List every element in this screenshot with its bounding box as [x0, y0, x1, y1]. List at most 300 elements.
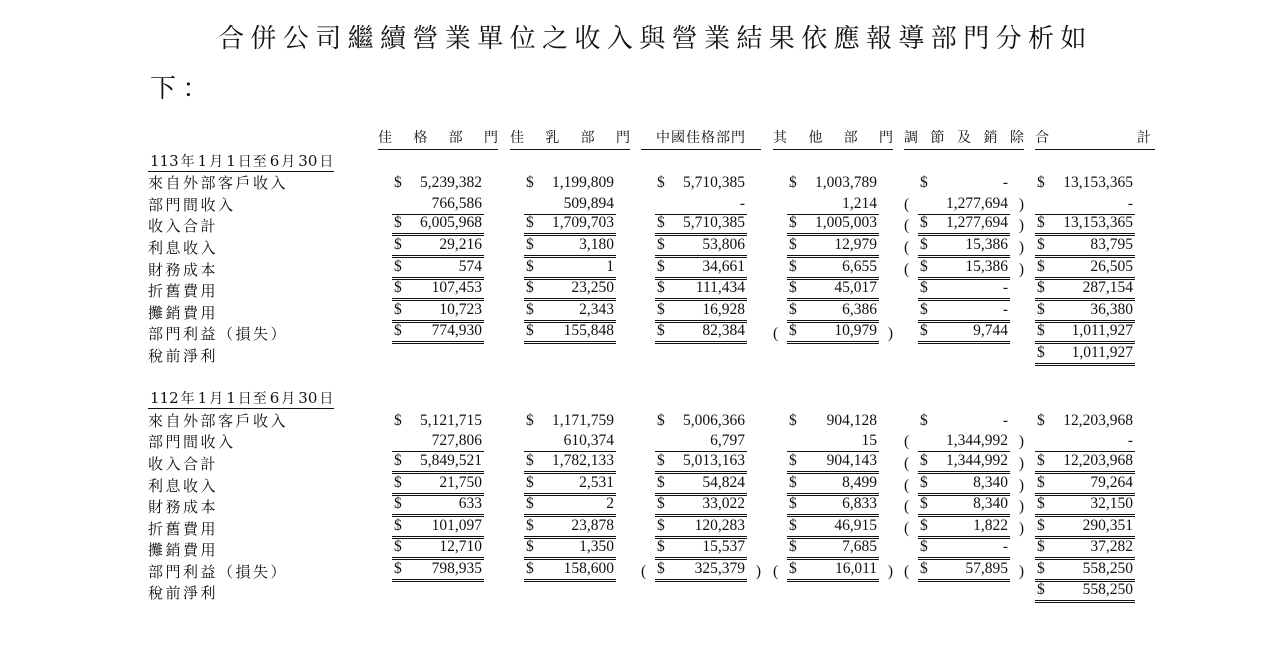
amount-value: 766,586: [431, 194, 482, 212]
value-cell: [904, 215, 1024, 237]
row-label: 折舊費用: [148, 282, 219, 301]
period-part: 日至: [237, 391, 268, 408]
currency-symbol: $: [789, 174, 797, 192]
amount-value: 10,723: [439, 300, 482, 318]
value-cell: [1035, 517, 1155, 539]
column-header-char: 佳: [378, 130, 392, 146]
amount: [510, 302, 630, 323]
column-gap: [630, 474, 641, 496]
amount: [1035, 475, 1155, 496]
value-cell: [378, 344, 498, 366]
value-cell: [904, 301, 1024, 323]
amount-value: 290,351: [1082, 516, 1133, 534]
amount-box: [392, 324, 484, 344]
column-gap: [630, 172, 641, 194]
amount-box: [655, 497, 747, 517]
column-gap: [761, 236, 773, 258]
value-cell: [378, 409, 498, 431]
amount-box: [787, 411, 879, 431]
currency-symbol: $: [1037, 257, 1045, 275]
column-header-cell: [1035, 126, 1155, 150]
row-label: 財務成本: [148, 498, 219, 517]
column-gap: [1024, 582, 1035, 604]
column-gap: [630, 560, 641, 582]
period-part: 30: [298, 389, 318, 408]
column-gap: [893, 215, 904, 237]
amount-box: [1035, 473, 1135, 496]
amount: [1035, 453, 1155, 474]
amount-value: 36,380: [1090, 300, 1133, 318]
period-part: 年: [180, 391, 196, 408]
currency-symbol: $: [920, 174, 928, 192]
column-gap: [893, 452, 904, 474]
column-header-char: 格: [413, 130, 428, 146]
amount: [510, 561, 630, 582]
amount-value: 610,374: [563, 432, 614, 450]
column-gap: [498, 301, 510, 323]
amount: [641, 453, 761, 474]
amount-value: 5,006,366: [683, 411, 745, 429]
amount: [378, 410, 498, 431]
amount: [773, 431, 893, 452]
currency-symbol: $: [394, 300, 402, 318]
value-cell: [773, 539, 893, 561]
amount: [378, 539, 498, 560]
currency-symbol: $: [394, 279, 402, 297]
amount-value: 1: [606, 257, 614, 275]
column-header-char: 計: [1137, 130, 1151, 146]
amount-box: [1035, 451, 1135, 474]
amount-value: 5,710,385: [683, 214, 745, 232]
value-cell: [1035, 323, 1155, 345]
paren-open: (: [904, 562, 910, 580]
currency-symbol: $: [789, 279, 797, 297]
currency-symbol: $: [1037, 322, 1045, 340]
value-cell: [773, 236, 893, 258]
amount: [904, 431, 1024, 452]
amount: [378, 215, 498, 236]
column-gap: [498, 193, 510, 215]
amount-box: [1035, 432, 1135, 452]
column-gap: [893, 517, 904, 539]
value-cell: [904, 452, 1024, 474]
row-label: 來自外部客戶收入: [148, 174, 289, 193]
spacer-cell: [148, 366, 1155, 388]
column-gap: [893, 582, 904, 604]
column-header-char: 中國佳格部門: [656, 130, 746, 146]
amount: [904, 410, 1024, 431]
amount-box: [392, 451, 484, 474]
amount-box: [787, 281, 879, 301]
column-gap: [1024, 215, 1035, 237]
column-gap: [630, 301, 641, 323]
currency-symbol: $: [394, 538, 402, 556]
amount: [510, 518, 630, 539]
amount: [773, 172, 893, 193]
column-header-char: 除: [1010, 130, 1024, 146]
value-cell: [510, 431, 630, 453]
value-cell: [378, 215, 498, 237]
amount: [904, 280, 1024, 301]
amount-box: [787, 540, 879, 560]
amount-value: 158,600: [563, 559, 614, 577]
paren-open: (: [904, 519, 910, 537]
amount: [378, 518, 498, 539]
amount: [904, 323, 1024, 344]
amount-box: [1035, 516, 1135, 539]
amount: [510, 453, 630, 474]
amount-box: [655, 324, 747, 344]
currency-symbol: $: [1037, 174, 1045, 192]
period-part: 1: [226, 151, 236, 170]
value-cell: [641, 582, 761, 604]
value-cell: [641, 258, 761, 280]
paren-open: (: [773, 562, 779, 580]
amount: [773, 302, 893, 323]
currency-symbol: $: [1037, 300, 1045, 318]
amount-box: [655, 235, 747, 258]
currency-symbol: $: [1037, 451, 1045, 469]
value-cell: [1035, 344, 1155, 366]
value-cell: [641, 301, 761, 323]
column-gap: [630, 258, 641, 280]
value-cell: [510, 301, 630, 323]
amount-value: 509,894: [563, 194, 614, 212]
column-gap: [630, 323, 641, 345]
amount: [904, 539, 1024, 560]
amount: [510, 323, 630, 344]
column-gap: [893, 323, 904, 345]
row-label: 部門間收入: [148, 195, 236, 214]
currency-symbol: $: [1037, 473, 1045, 491]
currency-symbol: $: [657, 495, 665, 513]
amount: [378, 172, 498, 193]
amount-box: [787, 257, 879, 280]
currency-symbol: $: [394, 257, 402, 275]
amount-value: 155,848: [563, 322, 614, 340]
amount-box: [524, 540, 616, 560]
value-cell: [641, 323, 761, 345]
value-cell: [378, 431, 498, 453]
amount-value: 82,384: [702, 322, 745, 340]
column-header: [1035, 127, 1155, 150]
column-header-char: 合: [1035, 130, 1049, 146]
currency-symbol: $: [1037, 279, 1045, 297]
amount-value: 7,685: [842, 538, 877, 556]
amount-box: [655, 300, 747, 323]
row-label: 折舊費用: [148, 519, 219, 538]
section-spacer: [148, 366, 1155, 388]
amount: [641, 496, 761, 517]
currency-symbol: $: [789, 473, 797, 491]
currency-symbol: $: [394, 411, 402, 429]
amount-value: 1,003,789: [815, 174, 877, 192]
column-gap: [761, 452, 773, 474]
column-header: [510, 127, 630, 150]
amount: [641, 475, 761, 496]
table-row: [148, 539, 1155, 561]
currency-symbol: $: [1037, 214, 1045, 232]
value-cell: [378, 452, 498, 474]
amount-value: 46,915: [834, 516, 877, 534]
table-row: [148, 344, 1155, 366]
amount-box: [392, 216, 484, 236]
value-cell: [904, 258, 1024, 280]
column-gap: [893, 560, 904, 582]
amount-value: 1,344,992: [946, 432, 1008, 450]
row-label: 財務成本: [148, 260, 219, 279]
amount: [641, 518, 761, 539]
value-cell: [510, 539, 630, 561]
amount-value: 37,282: [1090, 538, 1133, 556]
row-label: 收入合計: [148, 217, 219, 236]
column-gap: [630, 280, 641, 302]
period-part: 6: [269, 389, 280, 408]
amount-box: [918, 195, 1010, 215]
paren-close: ): [1018, 217, 1024, 235]
column-gap: [498, 560, 510, 582]
amount: [1035, 194, 1155, 215]
amount-value: -: [1002, 538, 1008, 556]
currency-symbol: $: [526, 257, 534, 275]
column-gap: [893, 496, 904, 518]
currency-symbol: $: [789, 559, 797, 577]
amount: [1035, 431, 1155, 452]
value-cell: [641, 474, 761, 496]
period-part: 30: [298, 151, 318, 170]
paren-close: ): [887, 562, 893, 580]
column-gap: [498, 431, 510, 453]
amount-value: 23,878: [571, 516, 614, 534]
amount: [378, 194, 498, 215]
column-gap: [630, 215, 641, 237]
amount-box: [1035, 540, 1135, 560]
period-part: 112: [150, 389, 179, 408]
amount: [1035, 561, 1155, 582]
currency-symbol: $: [789, 538, 797, 556]
amount-value: 6,386: [842, 300, 877, 318]
amount-value: 3,180: [579, 235, 614, 253]
column-gap: [893, 193, 904, 215]
column-gap: [498, 323, 510, 345]
column-gap: [498, 539, 510, 561]
value-cell: [510, 323, 630, 345]
amount-box: [524, 497, 616, 517]
column-gap: [1024, 258, 1035, 280]
amount: [773, 453, 893, 474]
amount-box: [392, 411, 484, 431]
column-header-char: 銷: [983, 130, 998, 146]
amount: [510, 539, 630, 560]
column-header-char: 門: [878, 130, 893, 146]
amount-value: 83,795: [1090, 235, 1133, 253]
value-cell: [510, 258, 630, 280]
column-gap: [498, 236, 510, 258]
amount-box: [524, 300, 616, 323]
value-cell: [904, 280, 1024, 302]
row-label: 部門間收入: [148, 433, 236, 452]
amount-value: 120,283: [694, 516, 745, 534]
paren-open: (: [641, 562, 647, 580]
amount: [773, 518, 893, 539]
value-cell: [773, 409, 893, 431]
currency-symbol: $: [920, 451, 928, 469]
value-cell: [1035, 409, 1155, 431]
column-gap: [1024, 474, 1035, 496]
paren-open: (: [904, 433, 910, 451]
amount: [378, 280, 498, 301]
amount-box: [918, 473, 1010, 496]
amount-value: 1,350: [579, 538, 614, 556]
currency-symbol: $: [1037, 581, 1045, 599]
row-label: 稅前淨利: [148, 584, 219, 603]
column-gap: [1024, 496, 1035, 518]
value-cell: [1035, 431, 1155, 453]
value-cell: [773, 431, 893, 453]
currency-symbol: $: [657, 279, 665, 297]
value-cell: [904, 409, 1024, 431]
paren-close: ): [887, 325, 893, 343]
column-gap: [630, 431, 641, 453]
amount-value: -: [1002, 300, 1008, 318]
amount-value: 558,250: [1082, 559, 1133, 577]
amount: [510, 259, 630, 280]
amount: [1035, 410, 1155, 431]
amount-value: 633: [458, 495, 482, 513]
amount-value: 111,434: [695, 279, 745, 297]
amount-box: [524, 516, 616, 539]
column-header-cell: [773, 126, 893, 150]
value-cell: [773, 193, 893, 215]
amount-box: [524, 432, 616, 452]
amount: [904, 561, 1024, 582]
currency-symbol: $: [1037, 343, 1045, 361]
value-cell: [510, 452, 630, 474]
value-cell: [378, 560, 498, 582]
column-gap: [498, 517, 510, 539]
amount-value: 1,822: [973, 516, 1008, 534]
column-header-char: 門: [483, 130, 498, 146]
row-label: 利息收入: [148, 238, 219, 257]
column-header-char: 其: [773, 130, 787, 146]
period-part: 月: [209, 153, 225, 170]
amount: [904, 475, 1024, 496]
currency-symbol: $: [789, 516, 797, 534]
currency-symbol: $: [1037, 559, 1045, 577]
column-gap: [893, 172, 904, 194]
amount-box: [524, 451, 616, 474]
column-gap: [630, 452, 641, 474]
amount-value: 34,661: [702, 257, 745, 275]
amount: [510, 496, 630, 517]
amount-box: [1035, 173, 1135, 193]
value-cell: [641, 409, 761, 431]
value-cell: [773, 172, 893, 194]
amount-box: [524, 173, 616, 193]
value-cell: [510, 172, 630, 194]
amount-box: [787, 324, 879, 344]
amount: [378, 453, 498, 474]
value-cell: [510, 496, 630, 518]
amount: [904, 172, 1024, 193]
amount-value: 1,005,003: [815, 214, 877, 232]
column-header-cell: [510, 126, 630, 150]
period-heading: [148, 389, 334, 409]
value-cell: [1035, 193, 1155, 215]
value-cell: [773, 258, 893, 280]
amount-value: 558,250: [1082, 581, 1133, 599]
amount-value: -: [1002, 411, 1008, 429]
amount: [1035, 237, 1155, 258]
paren-open: (: [904, 238, 910, 256]
value-cell: [1035, 496, 1155, 518]
column-gap: [761, 172, 773, 194]
column-gap: [893, 301, 904, 323]
amount: [378, 323, 498, 344]
amount-box: [655, 173, 747, 193]
amount: [641, 259, 761, 280]
currency-symbol: $: [526, 322, 534, 340]
column-header-char: 調: [904, 130, 918, 146]
amount: [773, 410, 893, 431]
amount: [1035, 302, 1155, 323]
amount-box: [787, 173, 879, 193]
amount: [1035, 345, 1155, 366]
amount-box: [787, 473, 879, 496]
table-row: [148, 280, 1155, 302]
amount: [773, 561, 893, 582]
amount-value: 574: [458, 257, 482, 275]
amount-value: 1,277,694: [946, 214, 1008, 232]
amount-box: [392, 473, 484, 496]
value-cell: [510, 193, 630, 215]
table-row: [148, 193, 1155, 215]
value-cell: [641, 236, 761, 258]
value-cell: [904, 539, 1024, 561]
column-gap: [1024, 431, 1035, 453]
currency-symbol: $: [657, 516, 665, 534]
amount-box: [655, 559, 747, 582]
amount: [641, 323, 761, 344]
column-gap: [1024, 452, 1035, 474]
amount: [510, 172, 630, 193]
amount-value: 16,011: [834, 559, 877, 577]
amount: [1035, 496, 1155, 517]
column-header-char: 佳: [510, 130, 524, 146]
value-cell: [773, 301, 893, 323]
value-cell: [510, 409, 630, 431]
value-cell: [1035, 215, 1155, 237]
amount-value: 1,214: [842, 194, 877, 212]
amount-value: 1,011,927: [1071, 322, 1133, 340]
amount-box: [392, 235, 484, 258]
column-header: [641, 127, 761, 150]
currency-symbol: $: [789, 257, 797, 275]
amount-box: [918, 216, 1010, 236]
currency-symbol: $: [394, 451, 402, 469]
amount-value: 1,199,809: [552, 174, 614, 192]
value-cell: [641, 539, 761, 561]
table-row: [148, 496, 1155, 518]
table-row: [148, 431, 1155, 453]
amount-box: [392, 559, 484, 582]
value-cell: [773, 452, 893, 474]
amount-box: [1035, 343, 1135, 366]
column-header-char: 節: [930, 130, 945, 146]
amount: [378, 561, 498, 582]
value-cell: [510, 280, 630, 302]
currency-symbol: $: [1037, 495, 1045, 513]
